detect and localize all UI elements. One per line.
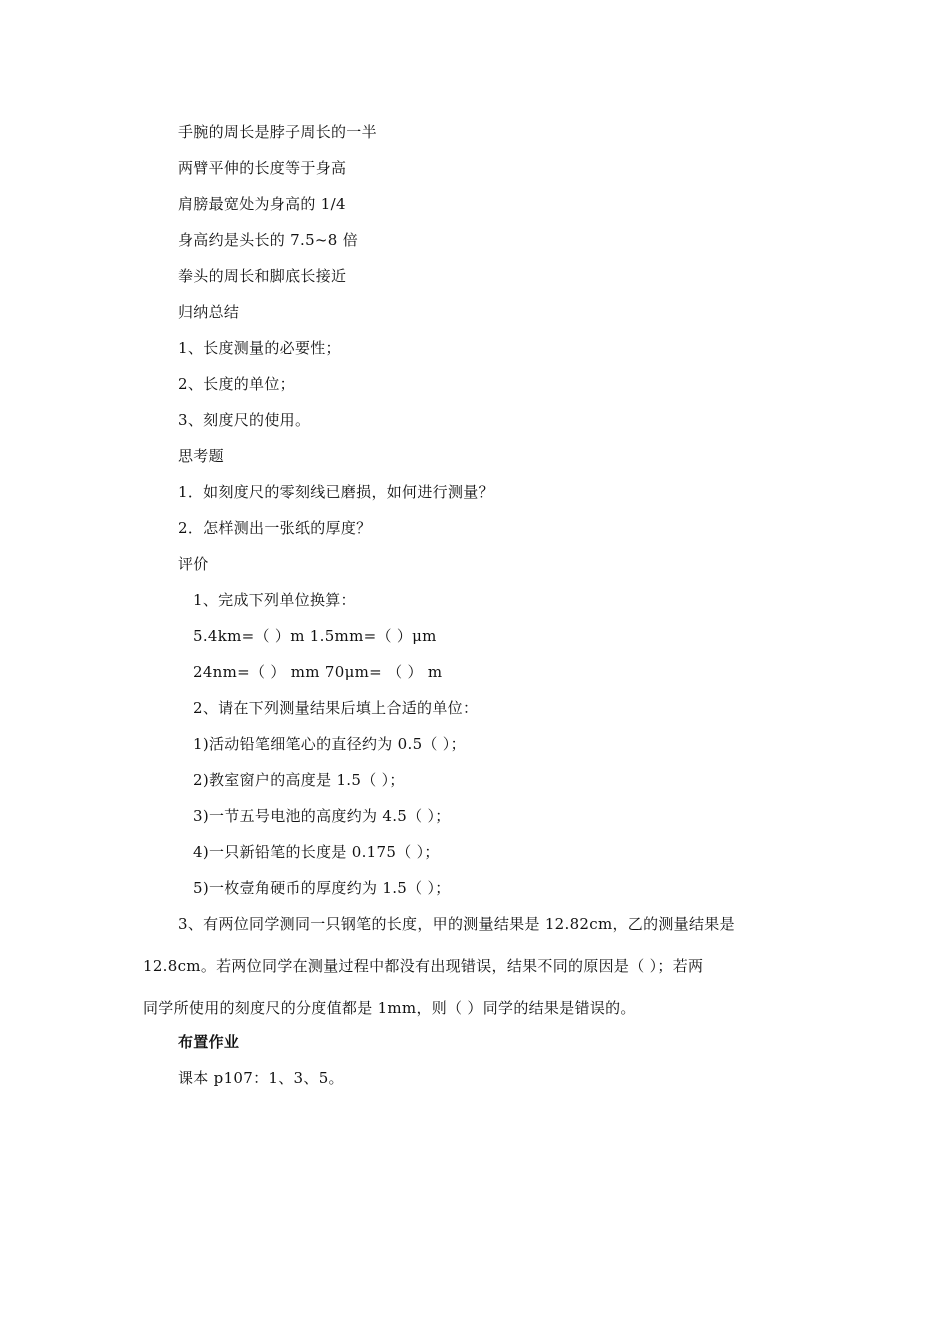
evaluation-task-1: 1、完成下列单位换算： (193, 591, 356, 609)
section-heading-homework: 布置作业 (178, 1033, 240, 1051)
homework-assignment: 课本 p107：1、3、5。 (178, 1069, 344, 1087)
evaluation-task-3-line-1: 3、有两位同学测同一只钢笔的长度，甲的测量结果是 12.82cm，乙的测量结果是 (178, 915, 735, 933)
evaluation-task-3-line-2: 12.8cm。若两位同学在测量过程中都没有出现错误，结果不同的原因是（ ）；若两 (143, 957, 704, 975)
evaluation-task-2: 2、请在下列测量结果后填上合适的单位： (193, 699, 479, 717)
unit-item-3: 3)一节五号电池的高度约为 4.5（ ）； (193, 807, 451, 825)
summary-item-2: 2、长度的单位； (178, 375, 295, 393)
text-line-arms: 两臂平伸的长度等于身高 (178, 159, 347, 177)
section-heading-summary: 归纳总结 (178, 303, 240, 321)
conversion-line-1: 5.4km=（ ）m 1.5mm=（ ）μm (193, 627, 437, 645)
unit-item-4: 4)一只新铅笔的长度是 0.175（ ）； (193, 843, 440, 861)
text-line-wrist: 手腕的周长是脖子周长的一半 (178, 123, 377, 141)
text-line-height: 身高约是头长的 7.5~8 倍 (178, 231, 359, 249)
evaluation-task-3-line-3: 同学所使用的刻度尺的分度值都是 1mm，则（ ）同学的结果是错误的。 (143, 999, 636, 1017)
question-1: 1．如刻度尺的零刻线已磨损，如何进行测量？ (178, 483, 494, 501)
unit-item-1: 1)活动铅笔细笔心的直径约为 0.5（ ）； (193, 735, 466, 753)
unit-item-2: 2)教室窗户的高度是 1.5（ ）； (193, 771, 405, 789)
question-2: 2．怎样测出一张纸的厚度？ (178, 519, 372, 537)
summary-item-3: 3、刻度尺的使用。 (178, 411, 311, 429)
text-line-fist: 拳头的周长和脚底长接近 (178, 267, 347, 285)
unit-item-5: 5)一枚壹角硬币的厚度约为 1.5（ ）； (193, 879, 451, 897)
text-line-shoulders: 肩膀最宽处为身高的 1/4 (178, 195, 346, 213)
conversion-line-2: 24nm=（ ） mm 70μm= （ ） m (193, 663, 443, 681)
summary-item-1: 1、长度测量的必要性； (178, 339, 341, 357)
section-heading-questions: 思考题 (178, 447, 224, 465)
section-heading-evaluation: 评价 (178, 555, 209, 573)
